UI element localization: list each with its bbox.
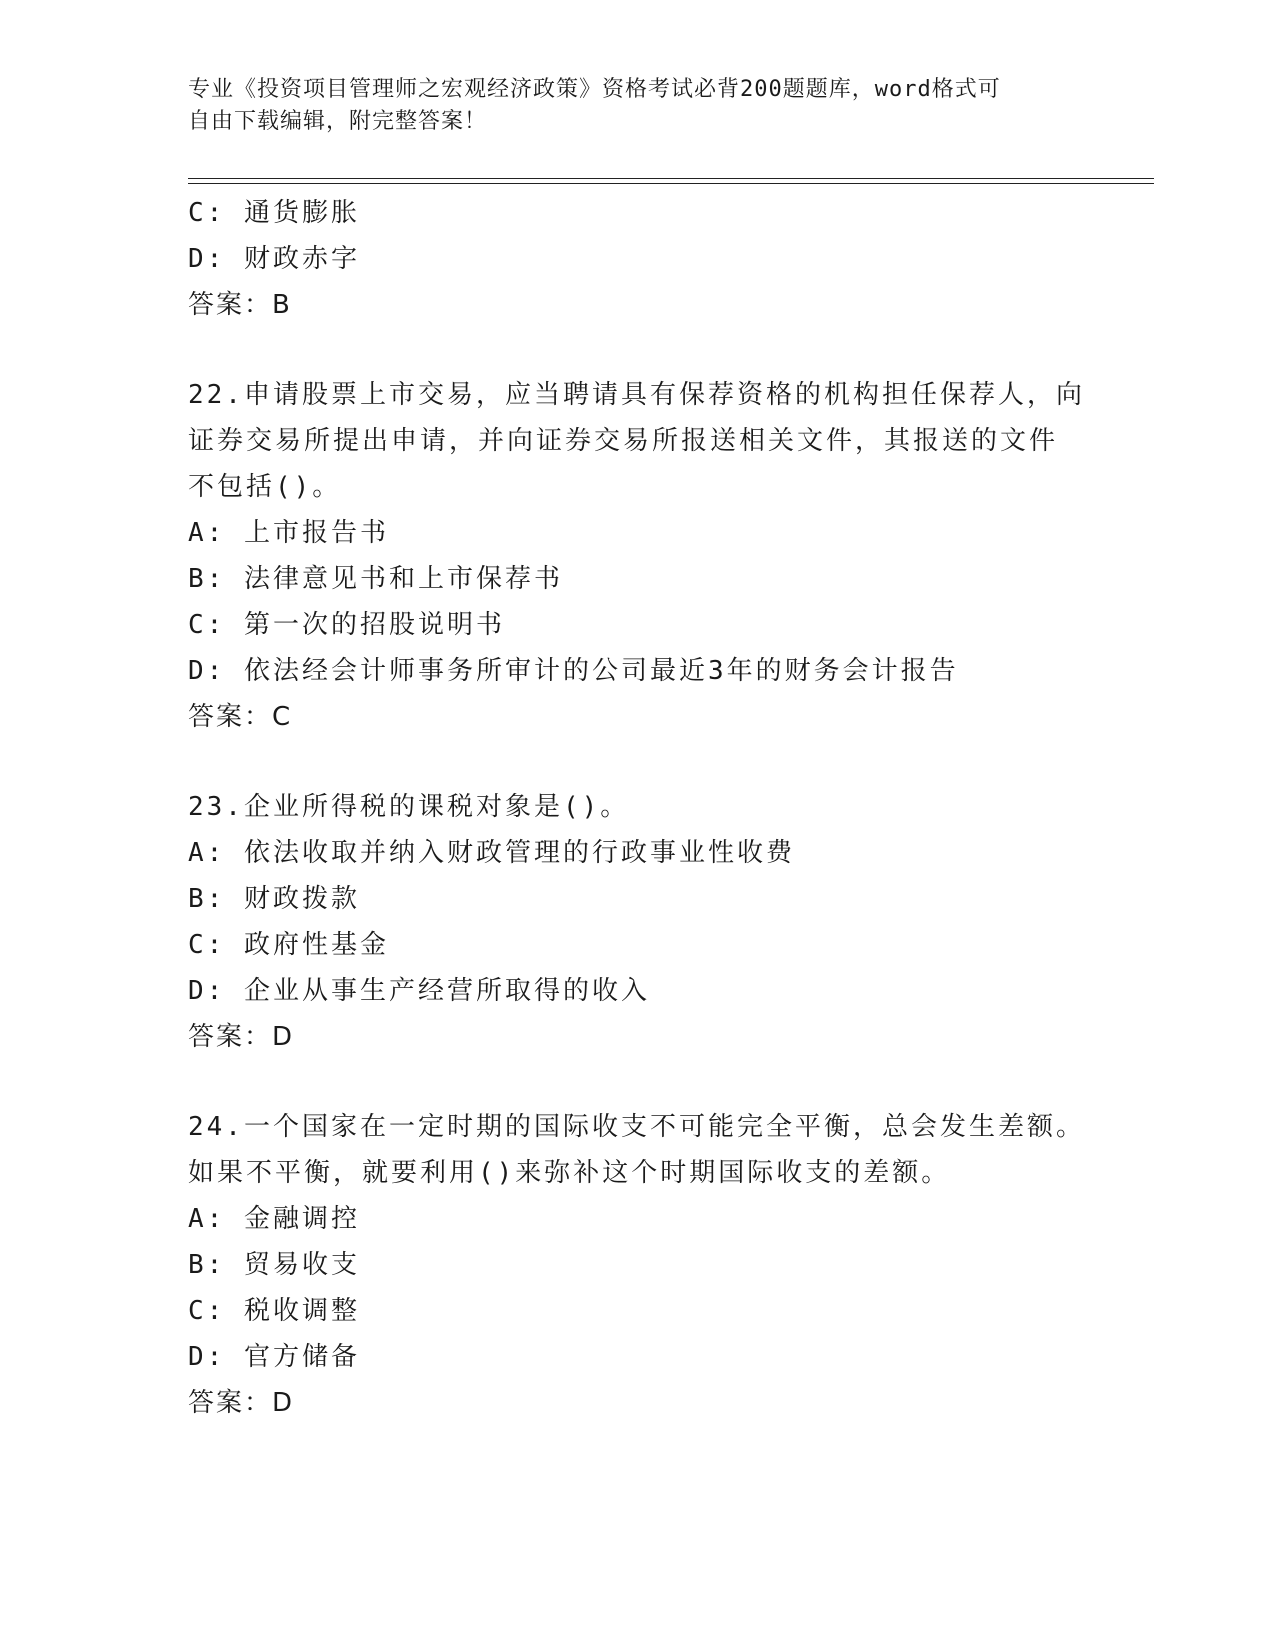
spacer <box>188 328 1088 372</box>
header-divider-bottom <box>188 183 1154 184</box>
question-block-22 <box>188 372 1088 740</box>
option-d: D: 财政赤字 <box>188 244 360 274</box>
question-list <box>188 190 1088 1426</box>
question-block-21 <box>188 190 1088 328</box>
option-b: B: 法律意见书和上市保荐书 <box>188 564 563 594</box>
question-stem-line: 证券交易所提出申请，并向证券交易所报送相关文件，其报送的文件 <box>188 426 1059 456</box>
option-b: B: 贸易收支 <box>188 1250 360 1280</box>
question-stem-line: 不包括()。 <box>188 472 342 502</box>
document-header <box>188 74 1088 138</box>
option-c: C: 税收调整 <box>188 1296 360 1326</box>
answer-line: 答案：B <box>188 290 292 320</box>
question-stem-line: 如果不平衡，就要利用()来弥补这个时期国际收支的差额。 <box>188 1158 951 1188</box>
spacer <box>188 1060 1088 1104</box>
answer-line: 答案：D <box>188 1388 295 1418</box>
header-title-line-2: 自由下载编辑，附完整答案！ <box>188 109 488 134</box>
option-c: C: 政府性基金 <box>188 930 389 960</box>
header-divider-top <box>188 178 1154 179</box>
question-stem-line: 22.申请股票上市交易，应当聘请具有保荐资格的机构担任保荐人，向 <box>188 380 1085 410</box>
option-a: A: 上市报告书 <box>188 518 389 548</box>
option-c: C: 第一次的招股说明书 <box>188 610 505 640</box>
question-stem-line: 24.一个国家在一定时期的国际收支不可能完全平衡，总会发生差额。 <box>188 1112 1085 1142</box>
question-stem <box>188 1104 1088 1196</box>
option-d: D: 企业从事生产经营所取得的收入 <box>188 976 650 1006</box>
option-d: D: 依法经会计师事务所审计的公司最近3年的财务会计报告 <box>188 656 959 686</box>
question-stem-line: 23.企业所得税的课税对象是()。 <box>188 792 630 822</box>
option-a: A: 依法收取并纳入财政管理的行政事业性收费 <box>188 838 795 868</box>
answer-line: 答案：D <box>188 1022 295 1052</box>
question-stem <box>188 784 1088 830</box>
header-title-line-1: 专业《投资项目管理师之宏观经济政策》资格考试必背200题题库，word格式可 <box>188 77 1001 102</box>
option-b: B: 财政拨款 <box>188 884 360 914</box>
question-block-24 <box>188 1104 1088 1426</box>
question-stem <box>188 372 1088 510</box>
question-block-23 <box>188 784 1088 1060</box>
answer-line: 答案：C <box>188 702 293 732</box>
spacer <box>188 740 1088 784</box>
option-a: A: 金融调控 <box>188 1204 360 1234</box>
option-c: C: 通货膨胀 <box>188 198 360 228</box>
option-d: D: 官方储备 <box>188 1342 360 1372</box>
